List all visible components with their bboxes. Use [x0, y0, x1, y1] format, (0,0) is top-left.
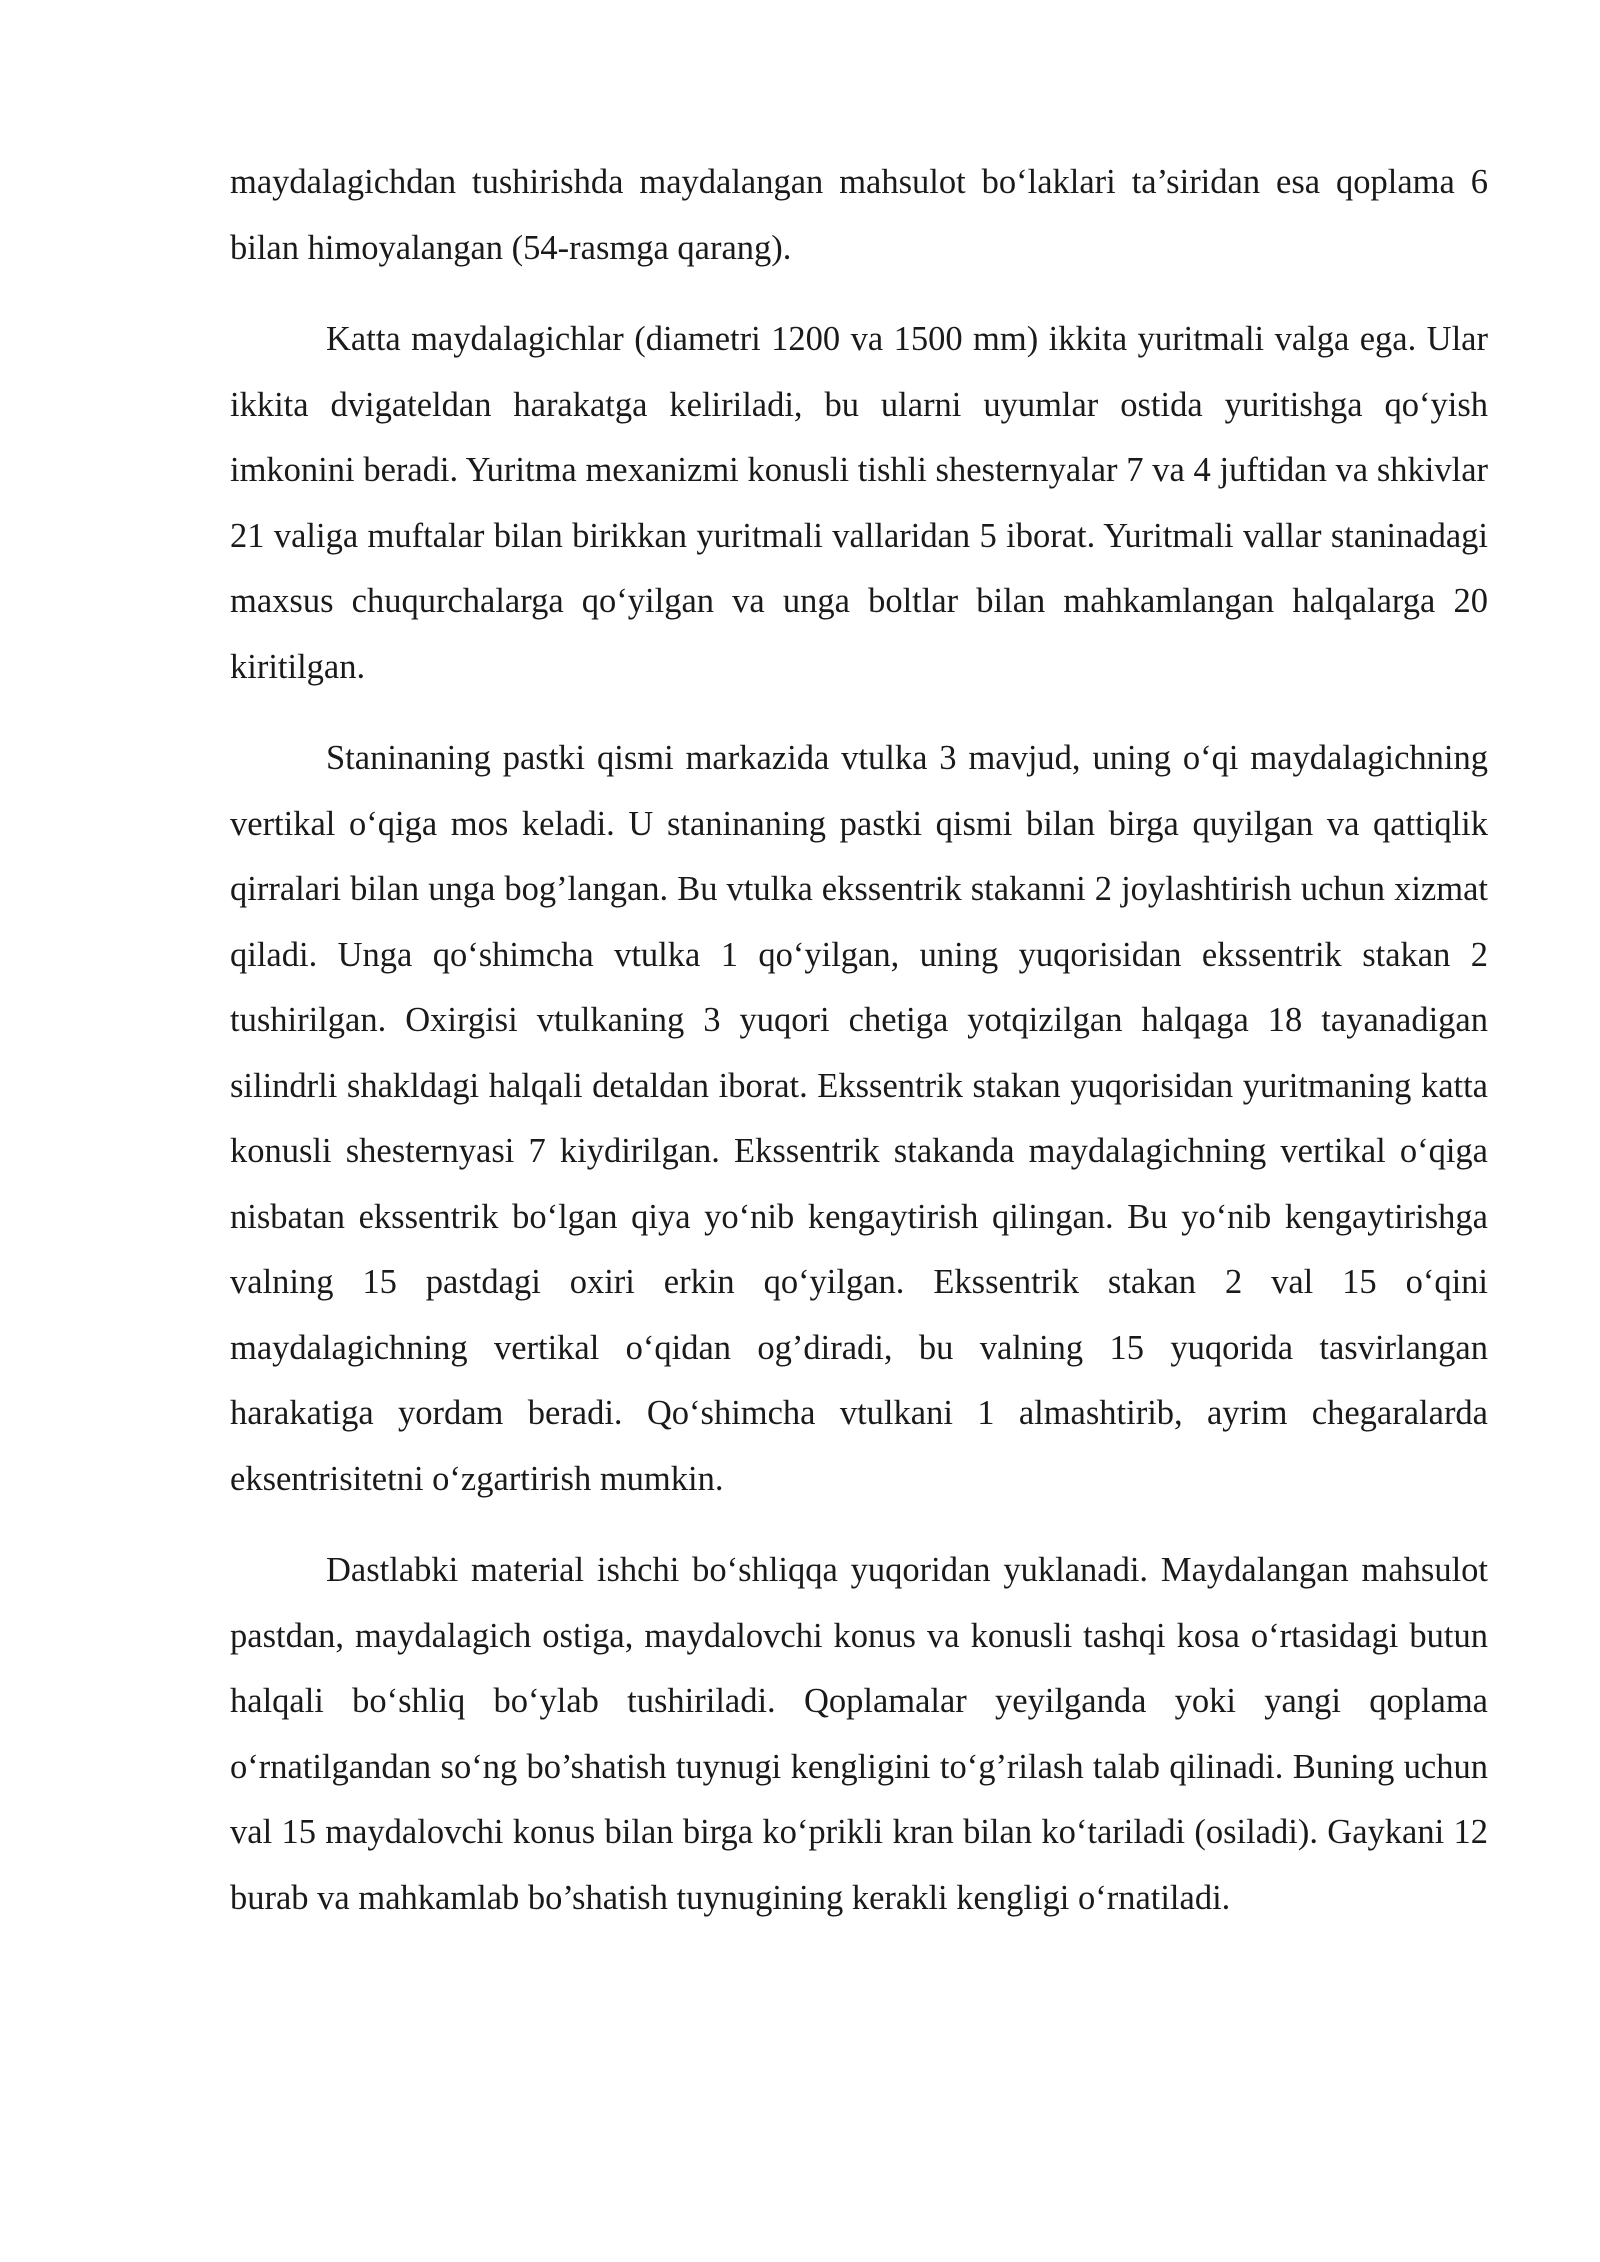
document-page — [230, 150, 1488, 1957]
paragraph-2: Katta maydalagichlar (diametri 1200 va 1500 mm) ikkita yuritmali valga ega. Ular ikkita dvigateldan harakatga keliriladi, bu ularni uyumlar ostida yuritishga qo‘yish imkonini beradi. Yuritma mexanizmi konusli tishli shesternyalar 7 va 4 juftidan va shkivlar 21 valiga muftalar bilan birikkan yuritmali vallaridan 5 iborat. Yuritmali vallar staninadagi maxsus chuqurchalarga qo‘yilgan va unga boltlar bilan mahkamlangan halqalarga 20 kiritilgan. — [230, 320, 1488, 686]
paragraph-3: Staninaning pastki qismi markazida vtulka 3 mavjud, uning o‘qi maydalagichning vertikal o‘qiga mos keladi. U staninaning pastki qismi bilan birga quyilgan va qattiqlik qirralari bilan unga bog’langan. Bu vtulka ekssentrik stakanni 2 joylashtirish uchun xizmat qiladi. Unga qo‘shimcha vtulka 1 qo‘yilgan, uning yuqorisidan ekssentrik stakan 2 tushirilgan. Oxirgisi vtulkaning 3 yuqori chetiga yotqizilgan halqaga 18 tayanadigan silindrli shakldagi halqali detaldan iborat. Ekssentrik stakan yuqorisidan yuritmaning katta konusli shesternyasi 7 kiydirilgan. Ekssentrik stakanda maydalagichning vertikal o‘qiga nisbatan ekssentrik bo‘lgan qiya yo‘nib kengaytirish qilingan. Bu yo‘nib kengaytirishga valning 15 pastdagi oxiri erkin qo‘yilgan. Ekssentrik stakan 2 val 15 o‘qini maydalagichning vertikal o‘qidan og’diradi, bu valning 15 yuqorida tasvirlangan harakatiga yordam beradi. Qo‘shimcha vtulkani 1 almashtirib, ayrim chegaralarda eksentrisitetni o‘zgartirish mumkin. — [230, 739, 1488, 1498]
paragraph-4: Dastlabki material ishchi bo‘shliqqa yuqoridan yuklanadi. Maydalangan mahsulot pastdan, maydalagich ostiga, maydalovchi konus va konusli tashqi kosa o‘rtasidagi butun halqali bo‘shliq bo‘ylab tushiriladi. Qoplamalar yeyilganda yoki yangi qoplama o‘rnatilgandan so‘ng bo’shatish tuynugi kengligini to‘g’rilash talab qilinadi. Buning uchun val 15 maydalovchi konus bilan birga ko‘prikli kran bilan ko‘tariladi (osiladi). Gaykani 12 burab va mahkamlab bo’shatish tuynugining kerakli kengligi o‘rnatiladi. — [230, 1551, 1488, 1917]
paragraph-1: maydalagichdan tushirishda maydalangan mahsulot bo‘laklari ta’siridan esa qoplama 6 bilan himoyalangan (54-rasmga qarang). — [230, 163, 1488, 267]
